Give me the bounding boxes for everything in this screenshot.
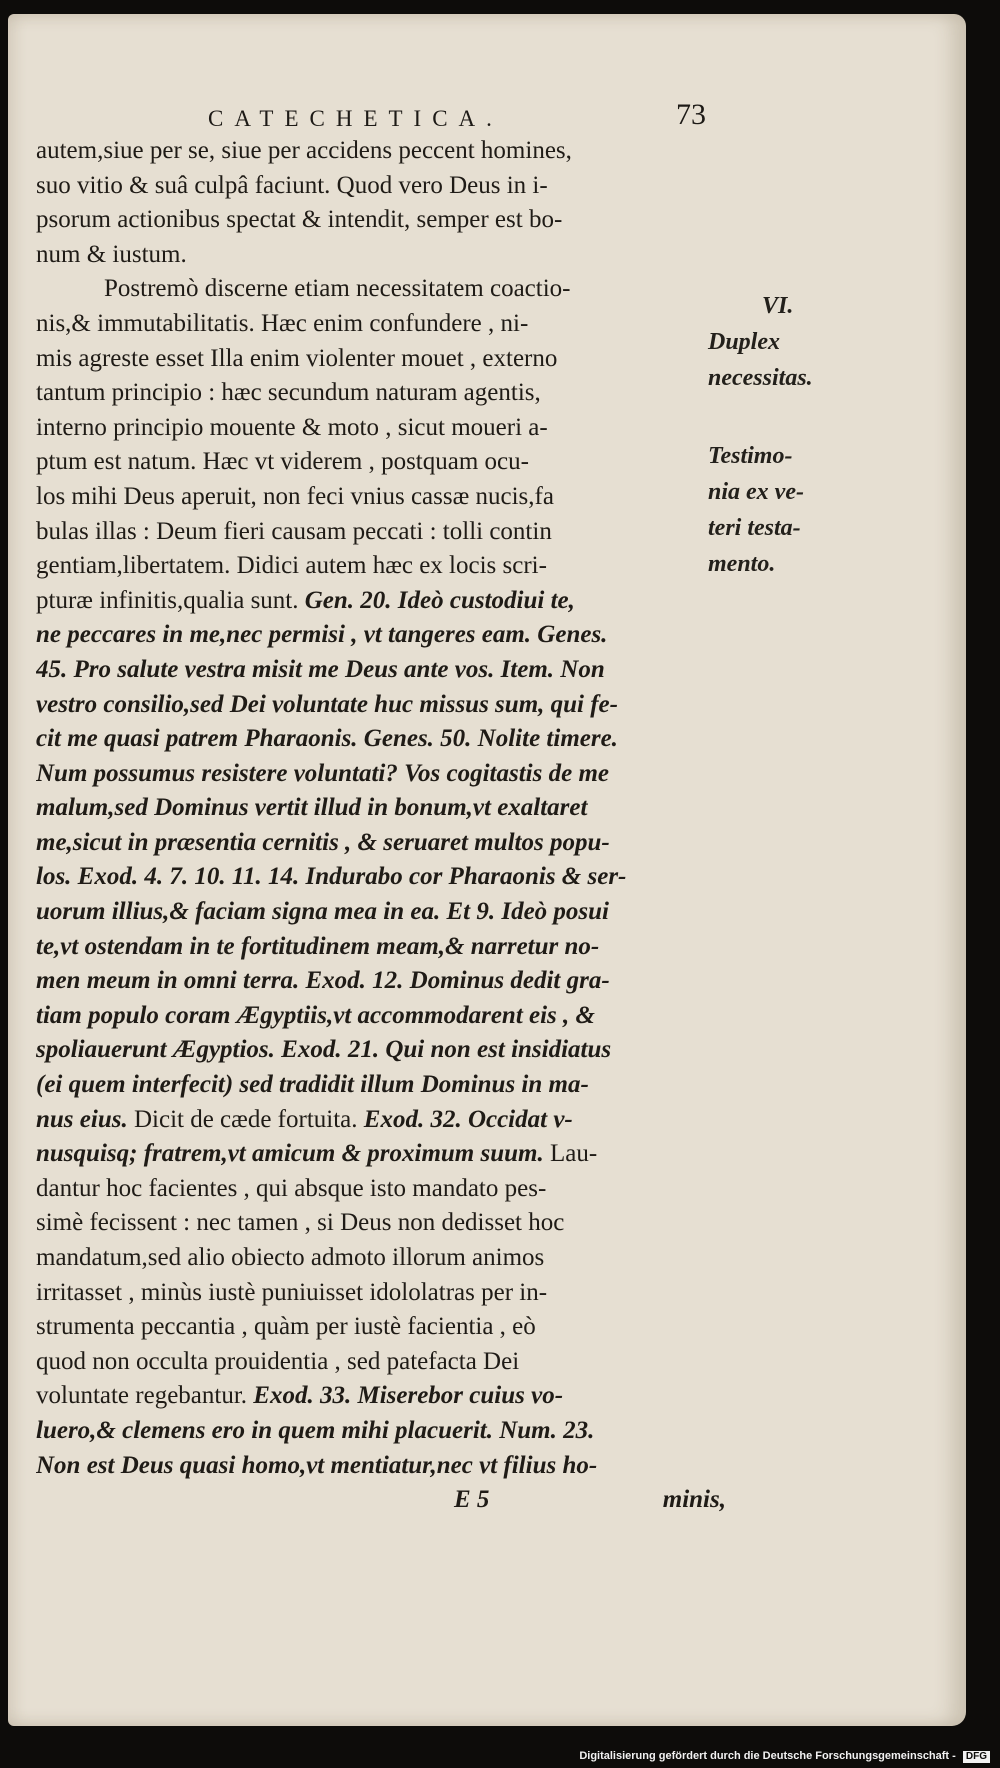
text-line xyxy=(36,826,736,861)
line-text: psorum actionibus spectat & intendit, semper est bo- xyxy=(36,206,563,234)
scripture-reference: ne peccares in me,nec permisi , vt tangeres eam. Genes. xyxy=(36,621,608,649)
scripture-reference: cit me quasi patrem Pharaonis. Genes. 50. Nolite timere. xyxy=(36,725,618,753)
text-line xyxy=(36,757,736,792)
line-text: gentiam,libertatem. Didici autem hæc ex locis scri- xyxy=(36,552,547,580)
digitization-note: Digitalisierung gefördert durch die Deutsche Forschungsgemeinschaft - xyxy=(579,1750,956,1762)
text-line xyxy=(36,1449,736,1484)
text-line xyxy=(36,1310,736,1345)
text-line xyxy=(36,1068,736,1103)
text-line xyxy=(36,1379,736,1414)
scripture-reference: Exod. 32. Occidat v- xyxy=(363,1105,573,1133)
line-text: los mihi Deus aperuit, non feci vnius cassæ nucis,fa xyxy=(36,482,554,510)
text-line xyxy=(36,860,736,895)
text-line xyxy=(36,376,736,411)
page-header xyxy=(8,92,966,132)
text-line xyxy=(36,515,736,550)
margin-note-line: teri testa- xyxy=(708,515,801,541)
margin-note-line: Duplex xyxy=(708,329,780,355)
line-text: dantur hoc facientes , qui absque isto mandato pes- xyxy=(36,1174,547,1202)
text-line xyxy=(36,722,736,757)
text-line xyxy=(36,1276,736,1311)
line-text: num & iustum. xyxy=(36,240,187,268)
line-text: suo vitio & suâ culpâ faciunt. Quod vero Deus in i- xyxy=(36,171,548,199)
text-line xyxy=(36,1172,736,1207)
line-text: mis agreste esset Illa enim violenter mouet , externo xyxy=(36,344,558,372)
line-text: ptum est natum. Hæc vt viderem , postquam ocu- xyxy=(36,448,529,476)
text-line xyxy=(36,964,736,999)
scripture-reference: (ei quem interfecit) sed tradidit illum Dominus in ma- xyxy=(36,1071,589,1099)
scripture-reference: Exod. 33. Miserebor cuius vo- xyxy=(253,1382,564,1410)
line-text: pturæ infinitis,qualia sunt. xyxy=(36,586,305,614)
text-line xyxy=(36,1103,736,1138)
line-text: tantum principio : hæc secundum naturam agentis, xyxy=(36,379,541,407)
margin-note-line: VI. xyxy=(762,293,794,319)
text-line xyxy=(36,791,736,826)
margin-note-line: Testimo- xyxy=(708,443,793,469)
text-line xyxy=(36,1206,736,1241)
text-line xyxy=(36,1137,736,1172)
margin-note-duplex-necessitas xyxy=(708,288,848,396)
book-page xyxy=(8,14,966,1726)
scripture-reference: Gen. 20. Ideò custodiui te, xyxy=(304,586,575,614)
scripture-reference: spoliauerunt Ægyptios. Exod. 21. Qui non est insidiatus xyxy=(36,1036,612,1064)
scripture-reference: me,sicut in præsentia cernitis , & seruaret multos popu- xyxy=(36,828,610,856)
text-line xyxy=(36,411,736,446)
line-text: voluntate regebantur. xyxy=(36,1382,254,1410)
text-line xyxy=(36,480,736,515)
scripture-reference: 45. Pro salute vestra misit me Deus ante vos. Item. Non xyxy=(36,655,605,683)
text-line xyxy=(36,584,736,619)
text-line xyxy=(36,445,736,480)
line-text: bulas illas : Deum fieri causam peccati : tolli contin xyxy=(36,517,552,545)
text-line xyxy=(36,1033,736,1068)
text-line xyxy=(36,342,736,377)
scripture-reference: uorum illius,& faciam signa mea in ea. Et 9. Ideò posui xyxy=(36,898,609,926)
text-line xyxy=(36,169,736,204)
scripture-reference: men meum in omni terra. Exod. 12. Dominus dedit gra- xyxy=(36,967,610,995)
scripture-reference: malum,sed Dominus vertit illud in bonum,vt exaltaret xyxy=(36,794,588,822)
scripture-reference: Non est Deus quasi homo,vt mentiatur,nec vt filius ho- xyxy=(36,1451,598,1479)
scripture-reference: Num possumus resistere voluntati? Vos cogitastis de me xyxy=(36,759,609,787)
scripture-reference: tiam populo coram Ægyptiis,vt accommodarent eis , & xyxy=(36,1001,595,1029)
text-line xyxy=(36,999,736,1034)
text-line xyxy=(36,930,736,965)
line-text: nis,& immutabilitatis. Hæc enim confundere , ni- xyxy=(36,309,529,337)
text-line xyxy=(36,1241,736,1276)
scripture-reference: luero,& clemens ero in quem mihi placuerit. Num. 23. xyxy=(36,1416,595,1444)
line-text: Postremò discerne etiam necessitatem coactio- xyxy=(104,275,571,303)
page-number: 73 xyxy=(676,98,706,131)
line-text: strumenta peccantia , quàm per iustè facientia , eò xyxy=(36,1313,536,1341)
line-text: autem,siue per se, siue per accidens peccent homines, xyxy=(36,137,572,164)
line-text: quod non occulta prouidentia , sed patefacta Dei xyxy=(36,1347,520,1375)
margin-note-line: mento. xyxy=(708,551,776,577)
digitization-credit xyxy=(579,1750,990,1763)
signature-mark: E 5 xyxy=(454,1486,490,1514)
line-text: irritasset , minùs iustè puniuisset idololatras per in- xyxy=(36,1278,548,1306)
text-line xyxy=(36,307,736,342)
text-line xyxy=(36,134,736,169)
line-text: mandatum,sed alio obiecto admoto illorum animos xyxy=(36,1244,545,1271)
text-line xyxy=(36,272,736,307)
line-text: interno principio mouente & moto , sicut moueri a- xyxy=(36,413,548,441)
text-line xyxy=(36,1414,736,1449)
text-line xyxy=(36,203,736,238)
line-text: Dicit de cæde fortuita. xyxy=(127,1105,364,1133)
scripture-reference: los. Exod. 4. 7. 10. 11. 14. Indurabo cor Pharaonis & ser- xyxy=(36,863,627,891)
margin-note-testimonia xyxy=(708,438,848,582)
running-head: CATECHETICA. xyxy=(208,106,503,131)
page-footer-line xyxy=(36,1483,736,1518)
text-line xyxy=(36,895,736,930)
text-line xyxy=(36,618,736,653)
scripture-reference: nusquisq; fratrem,vt amicum & proximum suum. xyxy=(36,1140,544,1168)
dfg-logo: DFG xyxy=(963,1751,990,1763)
margin-note-line: nia ex ve- xyxy=(708,479,804,505)
text-line xyxy=(36,653,736,688)
marginalia xyxy=(708,288,848,582)
text-line xyxy=(36,549,736,584)
scripture-reference: te,vt ostendam in te fortitudinem meam,& narretur no- xyxy=(36,932,600,960)
line-text: Lau- xyxy=(543,1140,598,1168)
scripture-reference: nus eius. xyxy=(36,1105,128,1133)
catchword: minis, xyxy=(662,1486,726,1514)
line-text: simè fecissent : nec tamen , si Deus non dedisset hoc xyxy=(36,1209,565,1237)
scripture-reference: vestro consilio,sed Dei voluntate huc missus sum, qui fe- xyxy=(36,690,618,718)
main-text xyxy=(36,134,736,1518)
text-line xyxy=(36,238,736,273)
margin-note-line: necessitas. xyxy=(708,365,813,391)
text-line xyxy=(36,1345,736,1380)
text-line xyxy=(36,688,736,723)
